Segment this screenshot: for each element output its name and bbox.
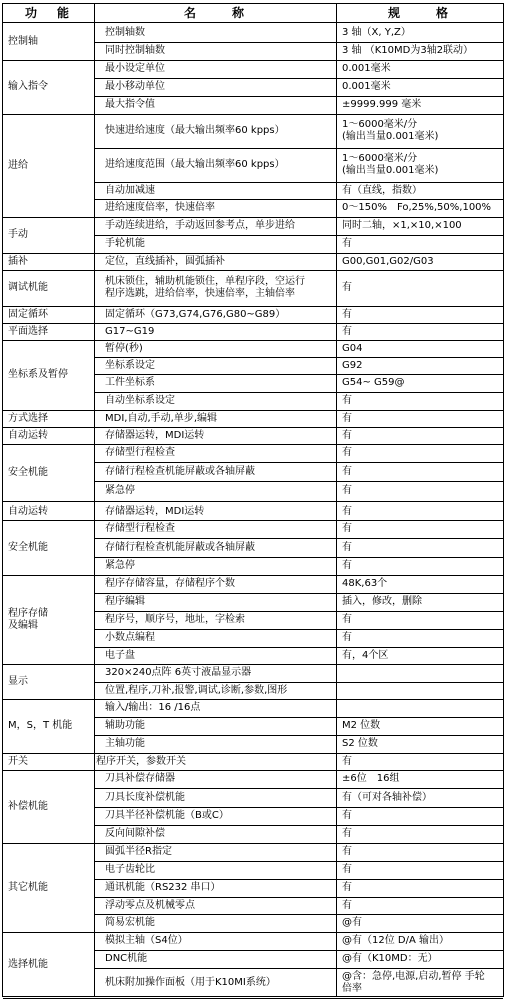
item-name: 机床锁住，辅助机能锁住，单程序段，空运行 程序选跳，进给倍率，快速倍率，主轴倍率 (105, 276, 305, 299)
item-spec: 3 轴 （K10MD为3轴2联动） (342, 45, 474, 56)
header-name: 名 称 (183, 5, 248, 20)
item-name: 程序编辑 (105, 596, 145, 607)
item-name: 320×240点阵 6英寸液晶显示器 (105, 667, 252, 678)
item-name: 存储型行程检查 (105, 447, 175, 458)
item-name: 程序号，顺序号，地址，字检索 (105, 614, 245, 625)
item-name: 手轮机能 (105, 238, 145, 249)
item-spec: 有，4个区 (342, 649, 389, 661)
item-spec: @有（12位 D/A 输出） (342, 935, 449, 946)
item-name: 进给速度范围（最大输出频率60 kpps） (105, 159, 285, 170)
item-name: 存储行程检查机能屏蔽或各轴屏蔽 (105, 541, 255, 553)
item-spec: 有 (342, 864, 352, 875)
item-spec: 3 轴（X, Y,Z） (342, 27, 411, 38)
item-spec: 有 (342, 560, 352, 571)
item-spec: 有 (342, 505, 352, 517)
category-cell: 固定循环 (8, 308, 48, 320)
item-name: G17~G19 (105, 325, 155, 337)
category-cell: 手动 (8, 229, 28, 240)
item-name: 圆弧半径R指定 (105, 846, 172, 857)
item-spec: 有 (342, 465, 352, 477)
item-name: 同时控制轴数 (105, 45, 165, 56)
item-name: 刀具长度补偿机能 (105, 791, 185, 803)
item-name: 小数点编程 (105, 632, 155, 643)
item-spec: G00,G01,G02/G03 (342, 255, 434, 267)
item-name: 浮动零点及机械零点 (105, 899, 195, 911)
item-name: 控制轴数 (105, 27, 145, 38)
category-cell: M，S，T 机能 (8, 720, 73, 731)
item-spec: 有 (342, 485, 352, 496)
item-spec: ±6位 16组 (342, 773, 400, 784)
item-name: 进给速度倍率，快速倍率 (105, 202, 215, 213)
category-cell: 其它机能 (8, 881, 48, 893)
item-name: 暂停(秒) (105, 342, 143, 354)
item-spec: 有 (342, 412, 352, 424)
item-name: 存储器运转，MDI运转 (105, 505, 205, 517)
category-cell: 自动运转 (8, 505, 48, 517)
item-name: 电子齿轮比 (105, 864, 155, 875)
item-name: 反向间隙补偿 (105, 828, 165, 839)
header-divider (3, 22, 503, 23)
item-spec: 0.001毫米 (342, 81, 391, 92)
category-cell: 控制轴 (8, 36, 38, 47)
item-spec: 同时二轴，×1,×10,×100 (342, 220, 462, 231)
item-name: 最大指令值 (105, 99, 155, 110)
item-name: 刀具补偿存储器 (105, 773, 175, 784)
category-cell: 安全机能 (8, 541, 48, 553)
item-name: 程序开关，参数开关 (96, 755, 186, 767)
item-name: 通讯机能（RS232 串口） (105, 882, 221, 893)
header-function: 功 能 (24, 5, 73, 20)
category-cell: 平面选择 (8, 325, 48, 337)
item-name: 定位，直线插补，圆弧插补 (105, 255, 225, 267)
item-spec: 0～150% Fo,25%,50%,100% (342, 202, 492, 213)
column-divider-function (94, 4, 95, 996)
item-spec: 有 (342, 395, 352, 406)
category-cell: 显示 (8, 675, 28, 687)
item-spec: 有 (342, 447, 352, 458)
item-name: 模拟主轴（S4位） (105, 935, 188, 946)
category-cell: 选择机能 (8, 959, 48, 970)
item-spec: 48K,63个 (342, 578, 388, 589)
item-name: 自动加减速 (105, 184, 155, 196)
item-spec: 1～6000毫米/分 (输出当量0.001毫米) (342, 119, 439, 142)
header-spec: 规 格 (387, 5, 452, 20)
item-name: 手动连续进给，手动返回参考点，单步进给 (105, 220, 295, 231)
item-spec: S2 位数 (342, 738, 378, 749)
item-name: MDI,自动,手动,单步,编辑 (105, 412, 217, 424)
item-spec: M2 位数 (342, 720, 381, 731)
item-spec: 有 (342, 282, 352, 293)
item-spec: G54~ G59@ (342, 377, 405, 388)
category-cell: 进给 (8, 159, 28, 171)
item-name: 辅助功能 (105, 720, 145, 731)
item-name: DNC机能 (105, 953, 148, 964)
item-spec: ±9999.999 毫米 (342, 99, 422, 110)
category-cell: 开关 (8, 755, 28, 767)
item-spec: 有 (342, 325, 352, 337)
item-spec: 有 (342, 614, 352, 625)
item-spec: @有 (342, 917, 362, 928)
item-spec: 有 (342, 429, 352, 441)
item-spec: 有 (342, 238, 352, 249)
category-cell: 方式选择 (8, 412, 48, 424)
item-spec: 有 (342, 523, 352, 534)
column-divider-name (336, 4, 337, 996)
item-spec: 有 (342, 755, 352, 767)
item-name: 电子盘 (105, 649, 135, 661)
item-name: 位置,程序,刀补,报警,调试,诊断,参数,图形 (105, 684, 288, 696)
item-spec: 有 (342, 541, 352, 553)
item-name: 机床附加操作面板（用于K10MⅠ系统） (105, 977, 276, 988)
row-divider (95, 998, 503, 999)
item-spec: 有 (342, 308, 352, 320)
item-name: 紧急停 (105, 485, 135, 496)
item-spec: 有 (342, 846, 352, 857)
spec-table (2, 3, 504, 997)
category-cell: 程序存储 及编辑 (8, 607, 48, 631)
item-spec: 1～6000毫米/分 (输出当量0.001毫米) (342, 153, 439, 176)
item-name: 最小设定单位 (105, 63, 165, 74)
item-spec: 有 (342, 632, 352, 643)
category-cell: 安全机能 (8, 466, 48, 478)
item-name: 坐标系设定 (105, 359, 155, 371)
item-spec: 有 (342, 899, 352, 911)
item-spec: @含：急停,电源,启动,暂停 手轮 倍率 (342, 971, 485, 994)
category-cell: 补偿机能 (8, 800, 48, 812)
category-cell: 坐标系及暂停 (8, 369, 68, 380)
item-name: 固定循环（G73,G74,G76,G80~G89） (105, 308, 286, 320)
item-spec: 有 (342, 882, 352, 893)
item-spec: G92 (342, 359, 363, 371)
item-spec: 插入，修改，删除 (342, 596, 422, 607)
item-name: 工件坐标系 (105, 377, 155, 388)
item-name: 快速进给速度（最大输出频率60 kpps） (105, 125, 285, 136)
item-name: 刀具半径补偿机能（B或C） (105, 810, 229, 821)
item-name: 存储型行程检查 (105, 523, 175, 534)
item-name: 输入/输出：16 /16点 (105, 702, 201, 713)
item-spec: G04 (342, 342, 363, 354)
item-spec: @有（K10MD：无） (342, 953, 438, 964)
item-name: 程序存储容量，存储程序个数 (105, 578, 235, 589)
category-cell: 自动运转 (8, 429, 48, 441)
item-name: 紧急停 (105, 560, 135, 571)
item-name: 存储器运转，MDI运转 (105, 429, 205, 441)
item-spec: 有 (342, 828, 352, 839)
item-spec: 有（直线，指数） (342, 184, 422, 196)
item-spec: 有（可对各轴补偿） (342, 791, 432, 803)
row-divider (95, 501, 503, 502)
category-cell: 输入指令 (8, 81, 48, 92)
category-cell: 插补 (8, 255, 28, 267)
item-name: 自动坐标系设定 (105, 395, 175, 406)
item-spec: 0.001毫米 (342, 63, 391, 74)
item-name: 简易宏机能 (105, 917, 155, 928)
item-spec: 有 (342, 810, 352, 821)
item-name: 主轴功能 (105, 738, 145, 749)
item-name: 存储行程检查机能屏蔽或各轴屏蔽 (105, 465, 255, 477)
category-cell: 调试机能 (8, 282, 48, 293)
item-name: 最小移动单位 (105, 81, 165, 92)
